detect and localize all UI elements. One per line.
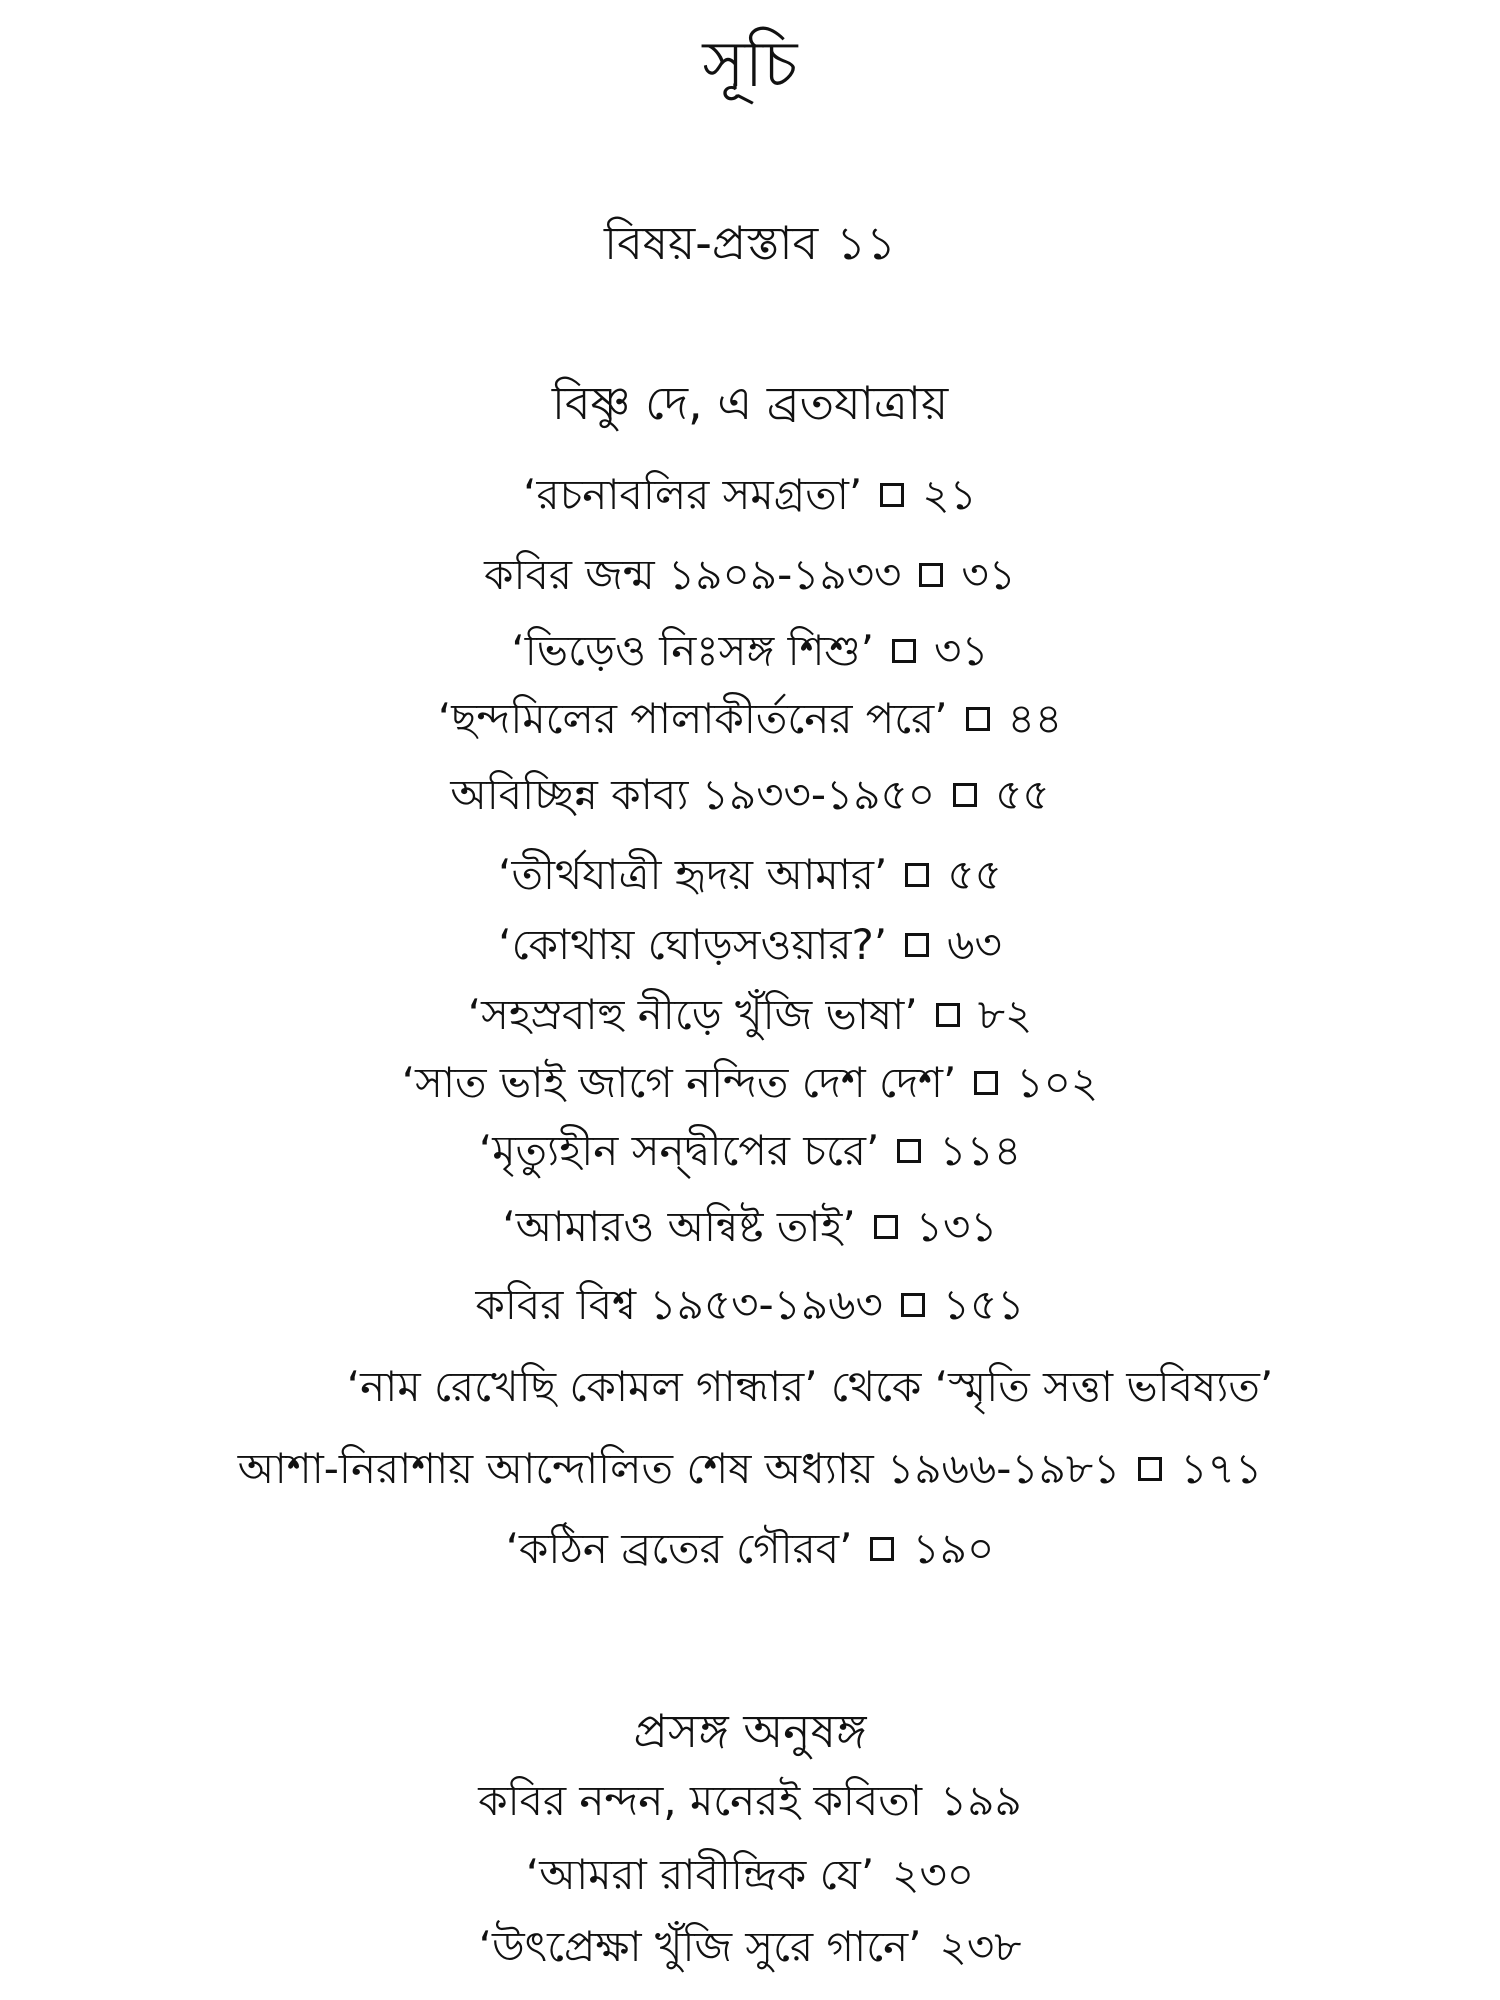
entry-page: ৩১ — [961, 550, 1016, 599]
entry-title: ‘উৎপ্রেক্ষা খুঁজি সুরে গানে’ — [478, 1922, 922, 1971]
entry-title: ‘মৃত্যুহীন সন্দ্বীপের চরে’ — [478, 1126, 880, 1175]
section-heading-prasanga: প্রসঙ্গ অনুষঙ্গ — [633, 1704, 867, 1758]
box-bullet-icon — [953, 783, 977, 807]
page-title: সূচি — [702, 28, 798, 102]
entry-page: ২১ — [922, 470, 977, 519]
entry-page: ১৩১ — [915, 1202, 998, 1251]
entry-title: আশা-নিরাশায় আন্দোলিত শেষ অধ্যায় ১৯৬৬-১৯৮১ — [237, 1444, 1121, 1493]
toc-entry — [0, 1852, 1500, 1898]
entry-title: কবির জন্ম ১৯০৯-১৯৩৩ — [484, 550, 902, 599]
toc-entry — [0, 922, 1500, 968]
toc-entry — [0, 1128, 1500, 1174]
intro-page: ১১ — [836, 216, 896, 270]
toc-entry — [0, 1924, 1500, 1970]
toc-entry — [0, 992, 1500, 1038]
toc-entry-subtitle — [0, 1364, 1500, 1410]
toc-entry — [0, 852, 1500, 898]
entry-title: ‘ভিড়েও নিঃসঙ্গ শিশু’ — [511, 626, 875, 675]
entry-title: ‘আমারও অন্বিষ্ট তাই’ — [502, 1202, 856, 1251]
entry-page: ৫৫ — [947, 850, 1002, 899]
toc-entry — [0, 1778, 1500, 1824]
box-bullet-icon — [919, 563, 943, 587]
entry-page: ৩১ — [934, 626, 989, 675]
entry-title: কবির বিশ্ব ১৯৫৩-১৯৬৩ — [475, 1280, 883, 1329]
toc-entry — [0, 552, 1500, 598]
box-bullet-icon — [905, 933, 929, 957]
entry-page: ৪৪ — [1007, 694, 1063, 743]
intro-label: বিষয়-প্রস্তাব — [604, 216, 819, 270]
entry-page: ২৩০ — [892, 1850, 975, 1899]
entry-page: ৮২ — [977, 990, 1033, 1039]
entry-title: ‘কঠিন ব্রতের গৌরব’ — [505, 1524, 853, 1573]
section-heading-vishnu-de: বিষ্ণু দে, এ ব্রতযাত্রায় — [551, 376, 949, 430]
toc-entry — [0, 472, 1500, 518]
entry-page: ১১৪ — [939, 1126, 1022, 1175]
toc-entry — [0, 1204, 1500, 1250]
entry-title: ‘সহস্রবাহু নীড়ে খুঁজি ভাষা’ — [467, 990, 918, 1039]
entry-page: ৬৩ — [947, 920, 1002, 969]
toc-entry — [0, 1446, 1500, 1492]
entry-title: অবিচ্ছিন্ন কাব্য ১৯৩৩-১৯৫০ — [450, 770, 936, 819]
entry-title: ‘সাত ভাই জাগে নন্দিত দেশ দেশ’ — [401, 1058, 957, 1107]
toc-entry — [0, 696, 1500, 742]
entry-title: ‘ছন্দমিলের পালাকীর্তনের পরে’ — [437, 694, 948, 743]
entry-title: ‘তীর্থযাত্রী হৃদয় আমার’ — [498, 850, 888, 899]
toc-entry — [0, 1526, 1500, 1572]
entry-page: ১৯০ — [912, 1524, 995, 1573]
box-bullet-icon — [874, 1215, 898, 1239]
toc-entry — [0, 1282, 1500, 1328]
entry-title: ‘কোথায় ঘোড়সওয়ার?’ — [498, 920, 888, 969]
box-bullet-icon — [936, 1003, 960, 1027]
entry-title: ‘নাম রেখেছি কোমল গান্ধার’ থেকে ‘স্মৃতি সত্তা ভবিষ্যত’ — [346, 1362, 1274, 1411]
box-bullet-icon — [892, 639, 916, 663]
entry-page: ১৫১ — [942, 1280, 1025, 1329]
entry-title: ‘আমরা রাবীন্দ্রিক যে’ — [525, 1850, 875, 1899]
box-bullet-icon — [870, 1537, 894, 1561]
box-bullet-icon — [905, 863, 929, 887]
entry-title: ‘রচনাবলির সমগ্রতা’ — [523, 470, 863, 519]
toc-entry — [0, 772, 1500, 818]
entry-page: ১৭১ — [1180, 1444, 1263, 1493]
box-bullet-icon — [901, 1293, 925, 1317]
box-bullet-icon — [1138, 1457, 1162, 1481]
entry-page: ১০২ — [1016, 1058, 1099, 1107]
box-bullet-icon — [974, 1071, 998, 1095]
entry-title: কবির নন্দন, মনেরই কবিতা — [478, 1776, 923, 1825]
entry-page: ১৯৯ — [940, 1776, 1022, 1825]
toc-entry — [0, 1060, 1500, 1106]
box-bullet-icon — [880, 483, 904, 507]
entry-page: ২৩৮ — [939, 1922, 1022, 1971]
box-bullet-icon — [966, 707, 990, 731]
intro-entry — [0, 218, 1500, 269]
box-bullet-icon — [897, 1139, 921, 1163]
entry-page: ৫৫ — [995, 770, 1050, 819]
toc-entry — [0, 628, 1500, 674]
